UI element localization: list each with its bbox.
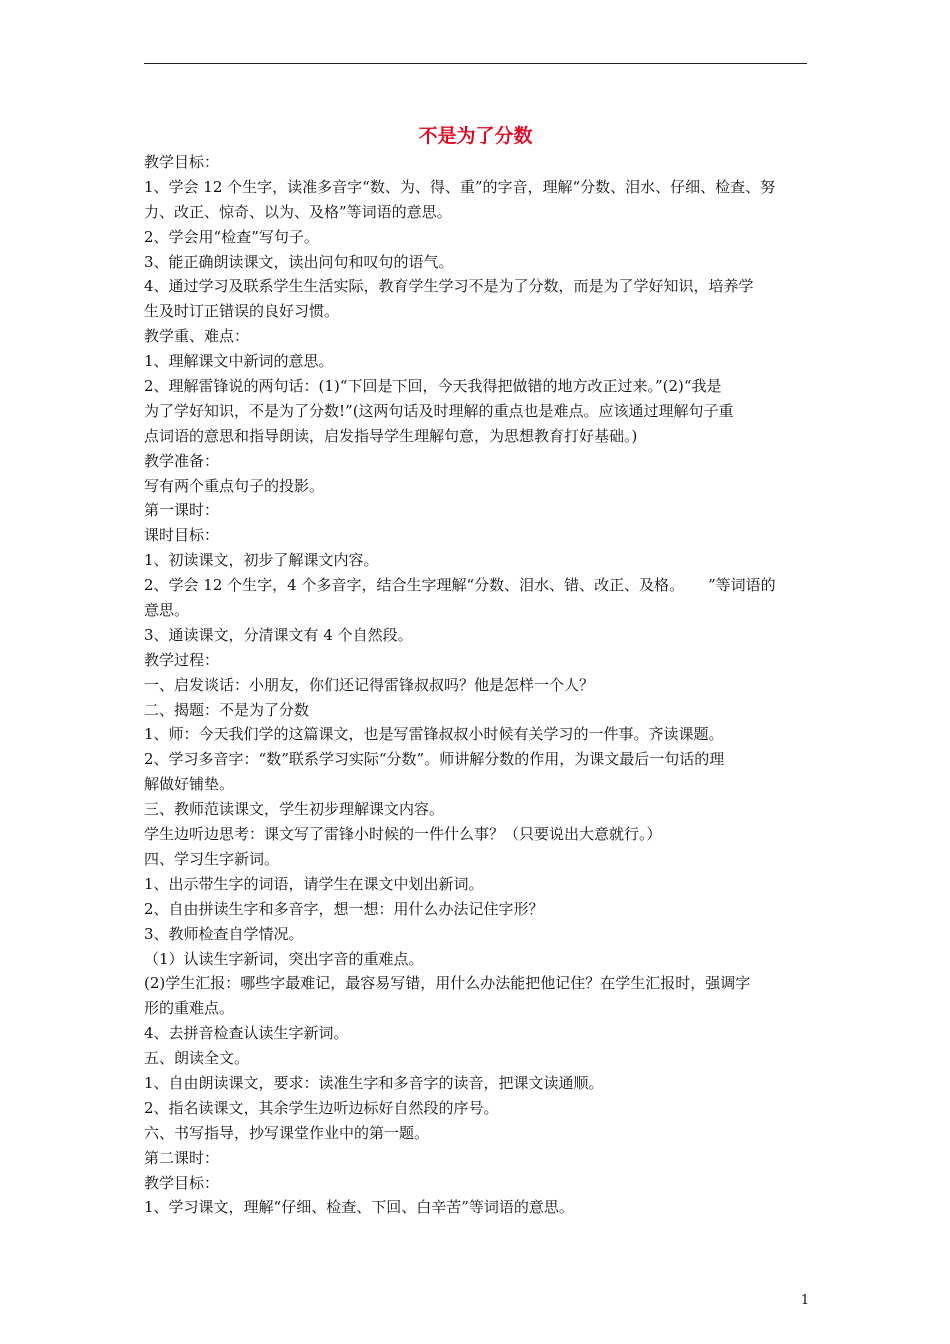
text-line: 1、学习课文，理解“仔细、检查、下回、白辛苦”等词语的意思。 xyxy=(144,1198,574,1217)
text-line: 课时目标： xyxy=(144,526,220,545)
text-line: 2、学习多音字：“数”联系学习实际“分数”。师讲解分数的作用，为课文最后一句话的理 xyxy=(144,750,725,769)
text-line: 三、教师范读课文，学生初步理解课文内容。 xyxy=(144,800,445,819)
header-rule xyxy=(144,63,807,64)
text-line: 为了学好知识，不是为了分数!”(这两句话及时理解的重点也是难点。应该通过理解句子重 xyxy=(144,401,734,420)
text-line: 3、教师检查自学情况。 xyxy=(144,924,304,943)
text-line: 1、理解课文中新词的意思。 xyxy=(144,352,334,371)
document-title: 不是为了分数 xyxy=(418,125,533,147)
text-line: 教学准备： xyxy=(144,451,220,470)
text-line: （1）认读生字新词，突出字音的重难点。 xyxy=(144,949,424,968)
text-line: 学生边听边思考：课文写了雷锋小时候的一件什么事？（只要说出大意就行。） xyxy=(144,825,662,844)
text-line: 四、学习生字新词。 xyxy=(144,849,280,868)
text-line: 2、自由拼读生字和多音字，想一想：用什么办法记住字形？ xyxy=(144,899,544,918)
text-line: 形的重难点。 xyxy=(144,999,235,1018)
text-line: 六、书写指导，抄写课堂作业中的第一题。 xyxy=(144,1123,430,1142)
text-line: 4、去拼音检查认读生字新词。 xyxy=(144,1024,349,1043)
page-number: 1 xyxy=(800,1293,810,1308)
text-line: 1、自由朗读课文，要求：读准生字和多音字的读音，把课文读通顺。 xyxy=(144,1073,604,1092)
text-line: 写有两个重点句子的投影。 xyxy=(144,476,325,495)
text-line: 教学目标： xyxy=(144,1173,220,1192)
text-line: 解做好铺垫。 xyxy=(144,775,235,794)
text-line: 意思。 xyxy=(144,601,190,620)
text-line: 教学重、难点： xyxy=(144,327,250,346)
text-line: 五、朗读全文。 xyxy=(144,1049,250,1068)
text-line: 1、学会 12 个生字，读准多音字“数、为、得、重”的字音，理解“分数、泪水、仔细、检查、努 xyxy=(144,177,776,196)
text-line: 2、理解雷锋说的两句话：(1)“下回是下回，今天我得把做错的地方改正过来。”(2)“我是 xyxy=(144,377,722,396)
text-line: 第一课时： xyxy=(144,501,220,520)
text-line: 1、出示带生字的词语，请学生在课文中划出新词。 xyxy=(144,874,484,893)
document-body xyxy=(144,150,807,1220)
text-line: 1、初读课文，初步了解课文内容。 xyxy=(144,551,379,570)
text-line: 2、学会用“检查”写句子。 xyxy=(144,227,319,246)
text-line: 2、指名读课文，其余学生边听边标好自然段的序号。 xyxy=(144,1098,499,1117)
text-line: 3、能正确朗读课文，读出问句和叹句的语气。 xyxy=(144,252,454,271)
text-line: 1、师：今天我们学的这篇课文，也是写雷锋叔叔小时候有关学习的一件事。齐读课题。 xyxy=(144,725,724,744)
text-line: 教学目标： xyxy=(144,153,220,171)
text-line: 教学过程： xyxy=(144,650,220,669)
text-line: (2)学生汇报：哪些字最难记，最容易写错，用什么办法能把他记住？在学生汇报时，强调字 xyxy=(144,974,751,993)
text-line: 一、启发谈话：小朋友，你们还记得雷锋叔叔吗？他是怎样一个人？ xyxy=(144,675,595,694)
text-line: 生及时订正错误的良好习惯。 xyxy=(144,302,340,321)
text-line: 二、揭题：不是为了分数 xyxy=(144,700,310,719)
text-line: 力、改正、惊奇、以为、及格”等词语的意思。 xyxy=(144,202,452,221)
text-line: 2、学会 12 个生字，4 个多音字，结合生字理解“分数、泪水、错、改正、及格。 ”等词语的 xyxy=(144,576,776,595)
text-line: 点词语的意思和指导朗读，启发指导学生理解句意，为思想教育打好基础。) xyxy=(144,426,638,445)
text-line: 3、通读课文，分清课文有 4 个自然段。 xyxy=(144,625,413,644)
text-line: 4、通过学习及联系学生生活实际，教育学生学习不是为了分数，而是为了学好知识，培养学 xyxy=(144,277,754,296)
text-line: 第二课时： xyxy=(144,1148,220,1167)
